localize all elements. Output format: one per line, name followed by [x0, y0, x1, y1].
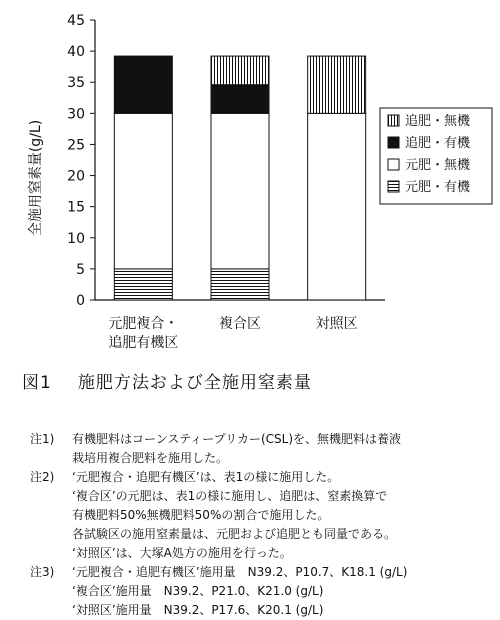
bar-segment [114, 56, 172, 113]
y-tick-label: 45 [67, 13, 85, 29]
legend-swatch [388, 181, 399, 192]
legend [380, 108, 492, 204]
note-key: 注3) [30, 565, 55, 579]
bar-segment [114, 269, 172, 300]
x-category-label: 元肥複合・ [108, 316, 179, 332]
note-body [72, 468, 490, 563]
legend-label: 元肥・有機 [405, 180, 471, 195]
y-tick-label: 30 [67, 106, 85, 123]
note-body [72, 563, 490, 620]
legend-label: 元肥・無機 [405, 158, 471, 173]
note-line: 有機肥料はコーンスティープリカー(CSL)を、無機肥料は養液 [72, 432, 402, 446]
notes [30, 430, 490, 620]
note [30, 563, 490, 620]
legend-swatch [388, 159, 399, 170]
note [30, 430, 490, 468]
bar-segment [211, 56, 269, 85]
note-line: ‘複合区’施用量 N39.2、P21.0、K21.0 (g/L) [72, 584, 324, 598]
note-line: ‘対照区’は、大塚A処方の施用を行った。 [72, 546, 292, 560]
note-key: 注1) [30, 432, 55, 446]
y-tick-label: 15 [67, 199, 85, 216]
y-tick-label: 10 [67, 230, 85, 247]
bar-segment [211, 113, 269, 269]
bar-segment [211, 269, 269, 300]
x-category-label: 対照区 [315, 316, 358, 332]
legend-label: 追肥・無機 [405, 114, 471, 129]
note-line: ‘元肥複合・追肥有機区’は、表1の様に施用した。 [72, 470, 340, 484]
bars [108, 56, 365, 351]
note-line: ‘複合区’の元肥は、表1の様に施用し、追肥は、窒素換算で [72, 489, 388, 503]
bar-segment [211, 85, 269, 114]
y-tick-label: 40 [67, 44, 85, 61]
y-tick-label: 0 [76, 293, 85, 309]
figure-number: 図1 [22, 373, 52, 393]
y-tick-label: 20 [67, 168, 85, 185]
note-line: 有機肥料50%無機肥料50%の割合で施用した。 [72, 508, 330, 522]
y-axis-label: 全施用窒素量(g/L) [28, 119, 44, 237]
figure-title: 施肥方法および全施用窒素量 [77, 373, 312, 393]
bar-segment [114, 113, 172, 269]
note-line: 栽培用複合肥料を施用した。 [72, 451, 229, 465]
x-category-label: 追肥有機区 [108, 335, 179, 351]
legend-swatch [388, 115, 399, 126]
note-line: 各試験区の施用窒素量は、元肥および追肥とも同量である。 [72, 527, 397, 541]
note-key: 注2) [30, 470, 55, 484]
note [30, 468, 490, 563]
figure-caption [22, 368, 312, 393]
legend-label: 追肥・有機 [405, 136, 471, 151]
note-body [72, 430, 490, 468]
y-tick-label: 35 [67, 75, 85, 92]
x-category-label: 複合区 [219, 316, 261, 332]
legend-swatch [388, 137, 399, 148]
note-line: ‘元肥複合・追肥有機区’施用量 N39.2、P10.7、K18.1 (g/L) [72, 565, 408, 579]
bar-segment [308, 113, 366, 300]
note-line: ‘対照区’施用量 N39.2、P17.6、K20.1 (g/L) [72, 603, 324, 617]
y-tick-label: 5 [76, 261, 85, 278]
y-tick-label: 25 [67, 137, 85, 154]
bar-segment [308, 56, 366, 113]
